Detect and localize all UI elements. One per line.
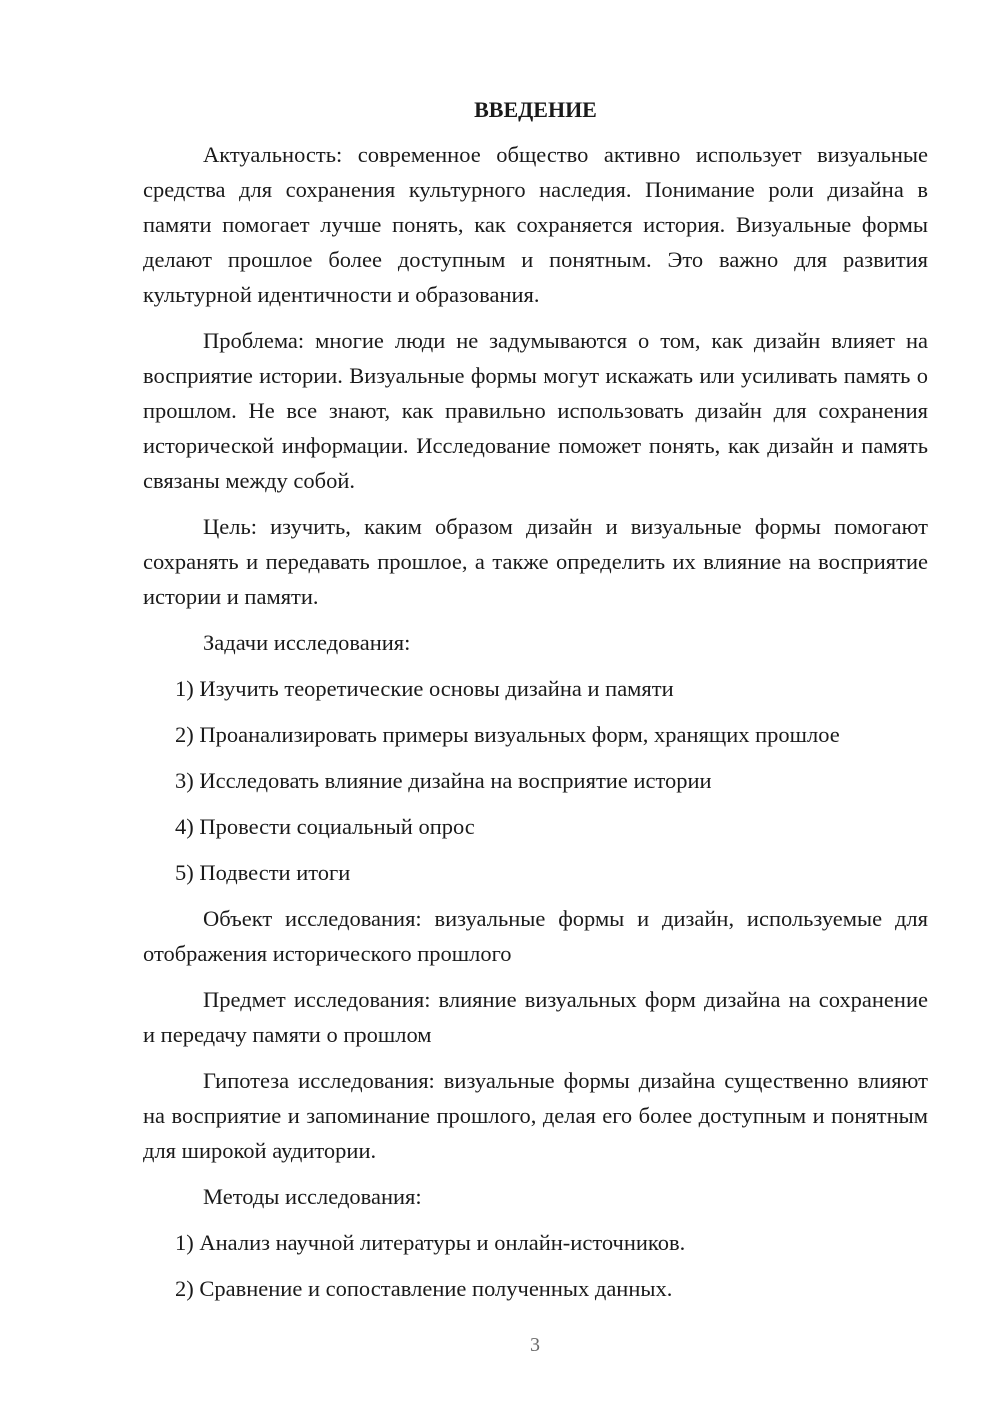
paragraph-problem: Проблема: многие люди не задумываются о том, как дизайн влияет на восприятие истории. Визуальные формы могут искажать или усиливать память о прошлом. Не все знают, как правильно использовать дизайн для сохранения исторической информации. Исследование поможет понять, как дизайн и память связаны между собой.	[143, 328, 928, 493]
methods-heading: Методы исследования:	[203, 1184, 422, 1209]
list-item: 1) Анализ научной литературы и онлайн-источников.	[175, 1230, 686, 1255]
list-item: 2) Сравнение и сопоставление полученных данных.	[175, 1276, 673, 1301]
page-title: ВВЕДЕНИЕ	[474, 97, 597, 122]
paragraph-goal: Цель: изучить, каким образом дизайн и визуальные формы помогают сохранять и передавать прошлое, а также определить их влияние на восприятие истории и памяти.	[143, 514, 928, 609]
tasks-list	[143, 671, 928, 890]
paragraph-subject: Предмет исследования: влияние визуальных форм дизайна на сохранение и передачу памяти о прошлом	[143, 987, 928, 1047]
list-item: 1) Изучить теоретические основы дизайна и памяти	[175, 676, 674, 701]
paragraph-hypothesis: Гипотеза исследования: визуальные формы дизайна существенно влияют на восприятие и запоминание прошлого, делая его более доступным и понятным для широкой аудитории.	[143, 1068, 928, 1163]
list-item: 4) Провести социальный опрос	[175, 814, 475, 839]
list-item: 5) Подвести итоги	[175, 860, 351, 885]
methods-list	[143, 1225, 928, 1306]
document-page	[143, 96, 928, 1317]
list-item: 2) Проанализировать примеры визуальных форм, хранящих прошлое	[175, 722, 840, 747]
tasks-heading: Задачи исследования:	[203, 630, 411, 655]
paragraph-relevance: Актуальность: современное общество активно использует визуальные средства для сохранения культурного наследия. Понимание роли дизайна в памяти помогает лучше понять, как сохраняется история. Визуальные формы делают прошлое более доступным и понятным. Это важно для развития культурной идентичности и образования.	[143, 142, 928, 307]
page-number: 3	[530, 1334, 540, 1356]
list-item: 3) Исследовать влияние дизайна на восприятие истории	[175, 768, 712, 793]
paragraph-object: Объект исследования: визуальные формы и дизайн, используемые для отображения исторического прошлого	[143, 906, 928, 966]
